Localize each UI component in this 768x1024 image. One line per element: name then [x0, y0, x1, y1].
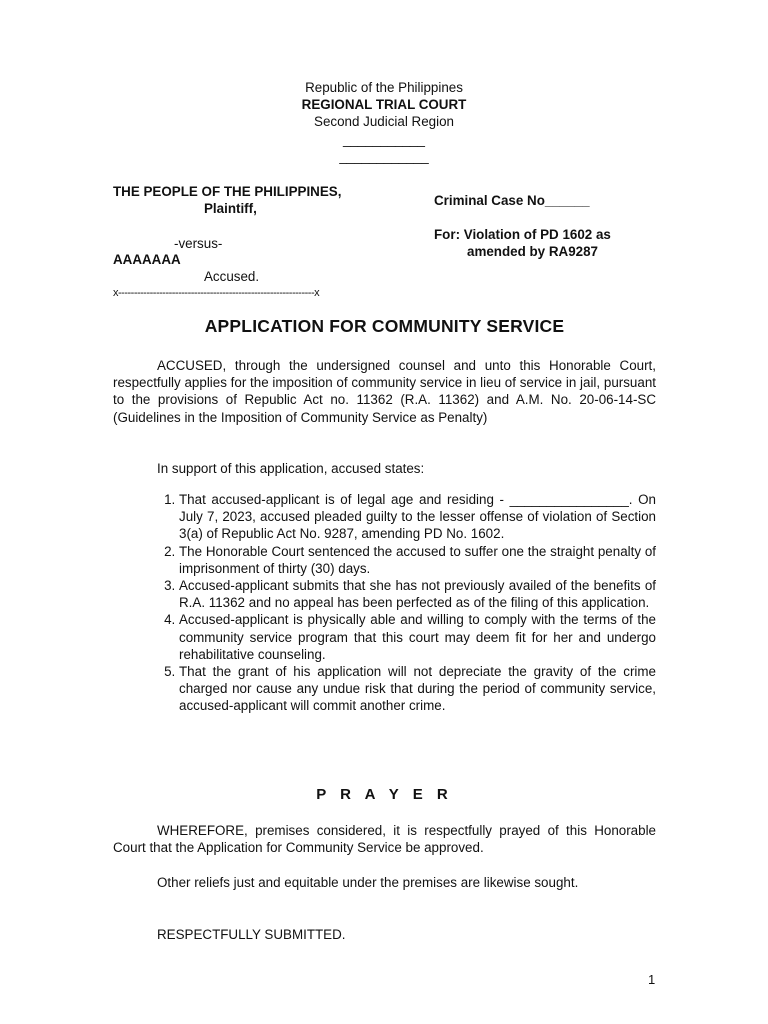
- plaintiff-role: Plaintiff,: [204, 201, 257, 216]
- list-item: 1. That accused-applicant is of legal age and residing - ________________. On July 7, 2023, accused pleaded guilty to the lesser offense of violation of Section 3(a) of Republic Act No. 9287, amending PD No. 1602.: [179, 491, 656, 543]
- accused-name: AAAAAAA: [113, 252, 181, 267]
- other-reliefs: Other reliefs just and equitable under the premises are likewise sought.: [157, 875, 579, 890]
- list-item: 3. Accused-applicant submits that she has not previously availed of the benefits of R.A. 11362 and no appeal has been perfected as of the filing of this application.: [179, 577, 656, 611]
- header-blank-city: ____________: [339, 149, 429, 164]
- prayer-heading: P R A Y E R: [316, 786, 453, 803]
- accused-role: Accused.: [204, 269, 260, 284]
- header-court: REGIONAL TRIAL COURT: [301, 97, 467, 112]
- list-item: 4. Accused-applicant is physically able and willing to comply with the terms of the community service program that this court may deem fit for her and undergo rehabilitative counseling.: [179, 611, 656, 663]
- closing-statement: RESPECTFULLY SUBMITTED.: [157, 927, 346, 942]
- page-number: 1: [648, 972, 656, 987]
- offense-line-2: amended by RA9287: [467, 244, 598, 259]
- case-number: Criminal Case No______: [434, 193, 590, 208]
- list-item: 5. That the grant of his application will not depreciate the gravity of the crime charged nor cause any undue risk that during the period of community service, accused-applicant will commit another crime.: [179, 663, 656, 715]
- document-title: APPLICATION FOR COMMUNITY SERVICE: [204, 316, 565, 336]
- header-region: Second Judicial Region: [314, 114, 454, 129]
- list-item: 2. The Honorable Court sentenced the accused to suffer one the straight penalty of imprisonment of thirty (30) days.: [179, 543, 656, 577]
- offense-line-1: For: Violation of PD 1602 as: [434, 227, 611, 242]
- caption-separator: x--------------------------------------------------------------x: [113, 287, 320, 299]
- plaintiff-name: THE PEOPLE OF THE PHILIPPINES,: [113, 184, 342, 199]
- versus-label: -versus-: [174, 236, 223, 251]
- header-blank-branch: ___________: [343, 132, 425, 147]
- intro-paragraph: ACCUSED, through the undersigned counsel and unto this Honorable Court, respectfully applies for the imposition of community service in lieu of service in jail, pursuant to the provisions of Republic Act no. 11362 (R.A. 11362) and A.M. No. 20-06-14-SC (Guidelines in the Imposition of Community Service as Penalty): [113, 358, 656, 425]
- support-intro: In support of this application, accused states:: [157, 461, 425, 476]
- header-republic: Republic of the Philippines: [305, 80, 463, 95]
- prayer-paragraph: WHEREFORE, premises considered, it is respectfully prayed of this Honorable Court that the Application for Community Service be approved.: [113, 823, 656, 856]
- statement-list: [113, 491, 656, 715]
